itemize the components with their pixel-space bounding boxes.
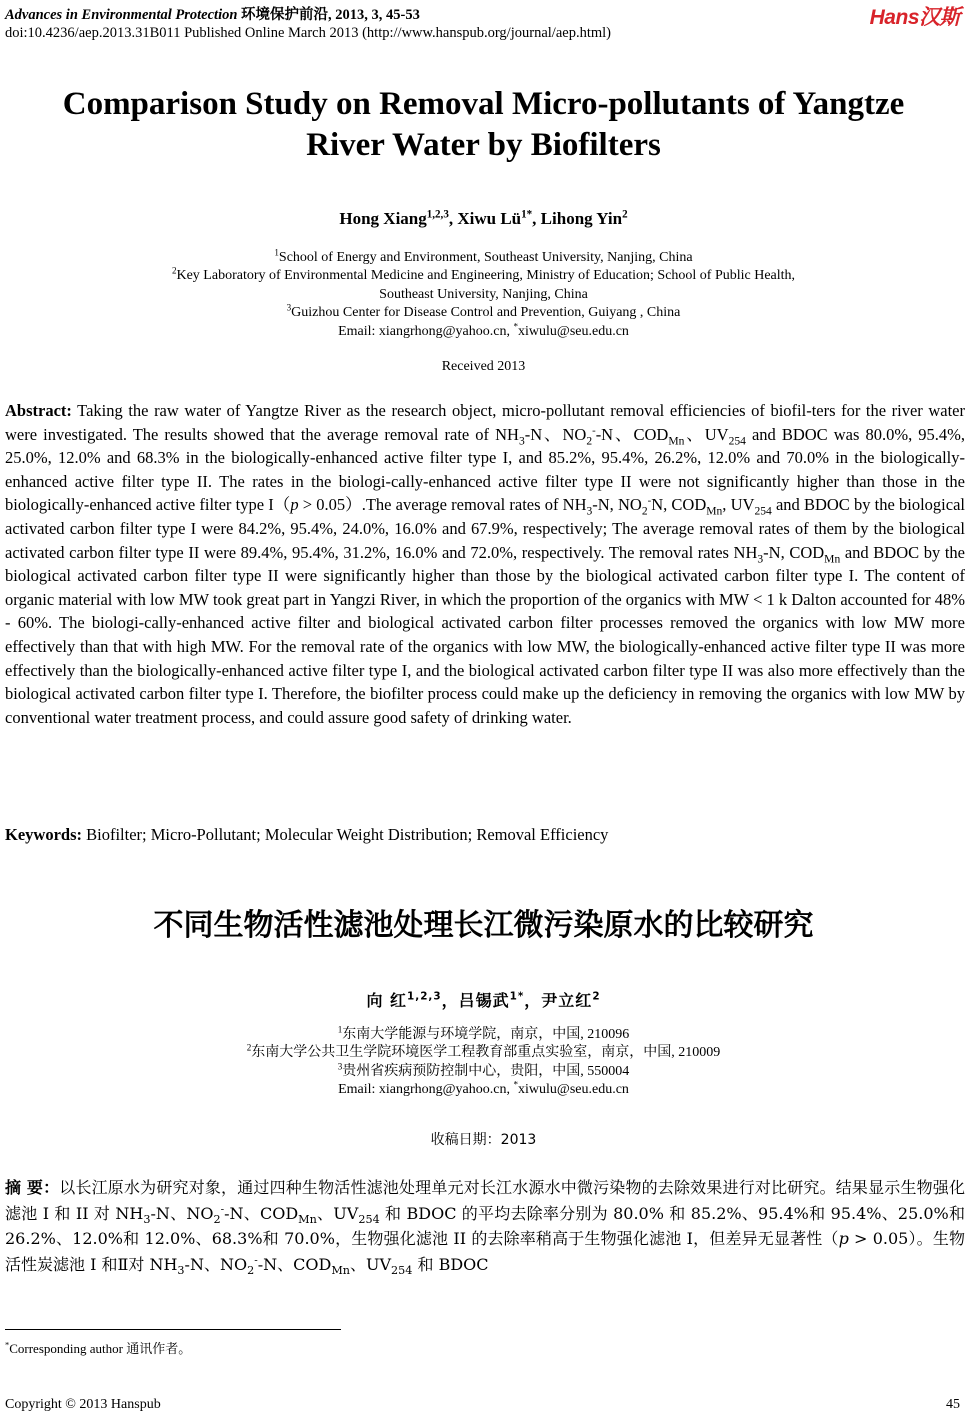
received-date: Received 2013	[441, 359, 526, 374]
abstract-text: -N、NO	[150, 1203, 214, 1223]
affiliation-cn-2	[0, 1044, 967, 1062]
abstract-text: , UV	[722, 495, 755, 515]
doi-line: doi:10.4236/aep.2013.31B011 Published Online March 2013 (http://www.hanspub.org/journal/aep.html)	[5, 25, 611, 41]
affiliation-text: 东南大学能源与环境学院，南京，中国, 210096	[342, 1027, 630, 1042]
author-name: ，尹立红	[524, 991, 593, 1010]
subscript: 3	[586, 505, 593, 518]
author-affil-sup: 2	[592, 990, 601, 1003]
subscript: 3	[757, 552, 764, 565]
email-line	[0, 320, 967, 341]
copyright: Copyright © 2013 Hanspub	[5, 1397, 161, 1412]
subscript: 2	[213, 1212, 221, 1226]
subscript: 2	[247, 1263, 255, 1277]
footnote-divider	[5, 1329, 341, 1330]
affiliation-2	[0, 267, 967, 285]
subscript: 3	[177, 1263, 185, 1277]
email-label: Email: xiangrhong@yahoo.cn,	[338, 1082, 514, 1098]
subscript: 254	[754, 505, 772, 518]
keywords-text: Biofilter; Micro-Pollutant; Molecular Weight Distribution; Removal Efficiency	[82, 825, 609, 844]
abstract-text: -N, NO	[592, 495, 642, 515]
abstract-text: and BDOC was 80.0%, 95.4%, 25.0%, 12.0% and 68.3% in the biologically-enhanced active filter type I, and 85.2%, 95.4%, 26.2%, 12.0% and 70.0% in the biologically-enhanced active filter type II. The rates in the biologi-cally-enhanced active filter type II were not significantly higher than those in the biologically-enhanced active filter type I（	[5, 424, 965, 515]
affiliation-3	[0, 304, 967, 322]
author-name: , Xiwu Lü	[448, 209, 522, 228]
affiliation-1	[0, 249, 967, 267]
subscript: Mn	[824, 552, 841, 565]
abstract-text: -N、NO	[524, 424, 587, 444]
abstract-text: p	[290, 495, 299, 515]
received-date-cn: 收稿日期：2013	[430, 1132, 537, 1148]
abstract-text: and BDOC by the biological activated carbon filter type I were 84.2%, 95.4%, 24.0%, 16.0% and 67.9%, respectively; The average removal rates of them by the biological activated carbon filter type II were 89.4%, 95.4%, 31.2%, 16.0% and 72.0%, respectively. The removal rates NH	[5, 495, 965, 562]
abstract-text: -N, COD	[763, 542, 825, 562]
abstract-label-cn: 摘 要：	[5, 1178, 60, 1197]
affiliation-number: 3	[286, 302, 292, 313]
abstract-text: -N、COD	[595, 424, 669, 444]
abstract-text: -N、COD	[224, 1203, 299, 1223]
author-affil-sup: 1,2,3	[426, 208, 449, 221]
superscript: -	[592, 424, 596, 437]
abstract-en	[5, 399, 965, 729]
abstract-text: -N、NO	[184, 1254, 248, 1274]
author-affil-sup: 1*	[521, 208, 533, 221]
page-number: 45	[946, 1397, 960, 1412]
author-list-cn	[0, 988, 967, 1011]
affiliation-text: 东南大学公共卫生学院环境医学工程教育部重点实验室，南京，中国, 210009	[251, 1045, 721, 1061]
abstract-text: N, COD	[651, 495, 707, 515]
author-name: Hong Xiang	[339, 209, 427, 228]
affiliation-text: Key Laboratory of Environmental Medicine and Engineering, Ministry of Education; School of Public Health,	[176, 268, 796, 284]
author-name: 向 红	[366, 991, 408, 1010]
subscript: 2	[641, 505, 648, 518]
paper-title-line-1: Comparison Study on Removal Micro-pollutants of Yangtze	[62, 86, 905, 122]
abstract-text: 、UV	[684, 424, 729, 444]
abstract-text: 以长江原水为研究对象，通过四种生物活性滤池处理单元对长江水源水中微污染物的去除效果进行对比研究。结果显示生物强化滤池 I 和 II 对 NH	[5, 1178, 965, 1223]
subscript: Mn	[706, 505, 723, 518]
journal-name: Advances in Environmental Protection	[5, 7, 238, 23]
author-list	[0, 209, 967, 229]
abstract-text: 和 BDOC	[412, 1254, 489, 1274]
abstract-label: Abstract:	[5, 401, 72, 420]
subscript: Mn	[298, 1212, 317, 1226]
journal-issue: , 2013, 3, 45-53	[328, 7, 420, 23]
superscript: -	[647, 494, 652, 507]
abstract-text: Taking the raw water of Yangtze River as the research object, micro-pollutant removal efficiencies of biofil-ters for the river water were investigated. The results showed that the average removal rate of NH	[5, 401, 965, 444]
journal-name-cn: 环境保护前沿	[241, 7, 329, 23]
keywords-label: Keywords:	[5, 825, 82, 844]
subscript: Mn	[668, 434, 685, 447]
abstract-text: -N、COD	[257, 1254, 332, 1274]
subscript: 254	[728, 434, 746, 447]
email-address: xiwulu@seu.edu.cn	[518, 1082, 629, 1098]
subscript: 254	[391, 1263, 413, 1277]
affiliation-text: Guizhou Center for Disease Control and Prevention, Guiyang , China	[291, 305, 681, 321]
affiliation-number: 2	[171, 265, 177, 276]
author-name: , Lihong Yin	[532, 209, 623, 228]
affiliation-cn-1	[0, 1026, 967, 1044]
affiliation-text: 贵州省疾病预防控制中心，贵阳，中国, 550004	[342, 1063, 630, 1079]
paper-title-line-2: River Water by Biofilters	[306, 127, 661, 163]
superscript: -	[220, 1203, 225, 1216]
journal-header	[5, 3, 420, 24]
subscript: 3	[518, 434, 525, 447]
footnote-text: Corresponding author 通讯作者。	[9, 1341, 192, 1356]
footnote	[5, 1338, 191, 1357]
abstract-text: 和 BDOC 的平均去除率分别为 80.0% 和 85.2%、95.4%和 95.4%、25.0%和 26.2%、12.0%和 12.0%、68.3%和 70.0%，生物强化滤池 II 的去除率稍高于生物强化滤池 I，但差异无显著性（	[5, 1203, 965, 1249]
abstract-text: and BDOC by the biological activated carbon filter type II were significantly higher than those by the biological activated carbon filter type I. The content of organic material with low MW took great part in Yangzi River, in which the proportion of the organics with MW < 1 k Dalton accounted for 48% - 60%. The biologi-cally-enhanced active filter and biological activated carbon filter processes removed the organics with low MW more effectively than that with high MW. For the removal rate of the organics with low MW, the biologically-enhanced active filter type II was more effectively than the biologically-enhanced active filter type I, and the biological activated carbon filter type II was also more effectively than the biological activated carbon filter type I. Therefore, the biofilter process could make up the deficiency in removing the organics with low MW by conventional water treatment process, and could assure good safety of drinking water.	[5, 542, 966, 727]
abstract-cn	[5, 1175, 965, 1277]
subscript: Mn	[331, 1263, 350, 1277]
affiliation-number: 2	[246, 1042, 252, 1053]
affiliations	[0, 249, 967, 341]
email-line-cn	[0, 1081, 967, 1099]
email-label: Email: xiangrhong@yahoo.cn,	[338, 323, 514, 339]
keywords	[5, 825, 608, 845]
email-star: *	[513, 1079, 519, 1090]
abstract-text: 、UV	[350, 1254, 392, 1274]
footnote-star: *	[5, 1339, 10, 1350]
abstract-text: p	[838, 1229, 849, 1249]
paper-title-cn: 不同生物活性滤池处理长江微污染原水的比较研究	[153, 908, 814, 943]
author-affil-sup: 1,2,3	[407, 990, 442, 1003]
affiliation-number: 1	[274, 247, 279, 258]
publisher-logo: Hans汉斯	[869, 6, 960, 29]
author-name: ，吕锡武	[441, 991, 510, 1010]
subscript: 3	[143, 1212, 151, 1226]
email-address: xiwulu@seu.edu.cn	[518, 323, 629, 339]
abstract-text: > 0.05）.The average removal rates of NH	[298, 495, 587, 515]
affiliation-text: School of Energy and Environment, Southeast University, Nanjing, China	[278, 250, 693, 265]
subscript: 2	[586, 434, 593, 447]
affiliation-number: 1	[337, 1024, 343, 1035]
subscript: 254	[358, 1212, 380, 1226]
author-affil-sup: 1*	[509, 990, 525, 1003]
paper-title	[0, 84, 967, 166]
author-affil-sup: 2	[622, 208, 628, 221]
affiliation-number: 3	[337, 1061, 343, 1072]
affiliation-2-cont: Southeast University, Nanjing, China	[379, 286, 588, 302]
email-star: *	[513, 320, 519, 331]
affiliation-cn-3	[0, 1063, 967, 1081]
superscript: -	[254, 1254, 258, 1267]
affiliations-cn	[0, 1026, 967, 1100]
abstract-text: 、UV	[316, 1203, 359, 1223]
abstract-text: > 0.05）。生物活性炭滤池 I 和Ⅱ对 NH	[5, 1229, 965, 1274]
